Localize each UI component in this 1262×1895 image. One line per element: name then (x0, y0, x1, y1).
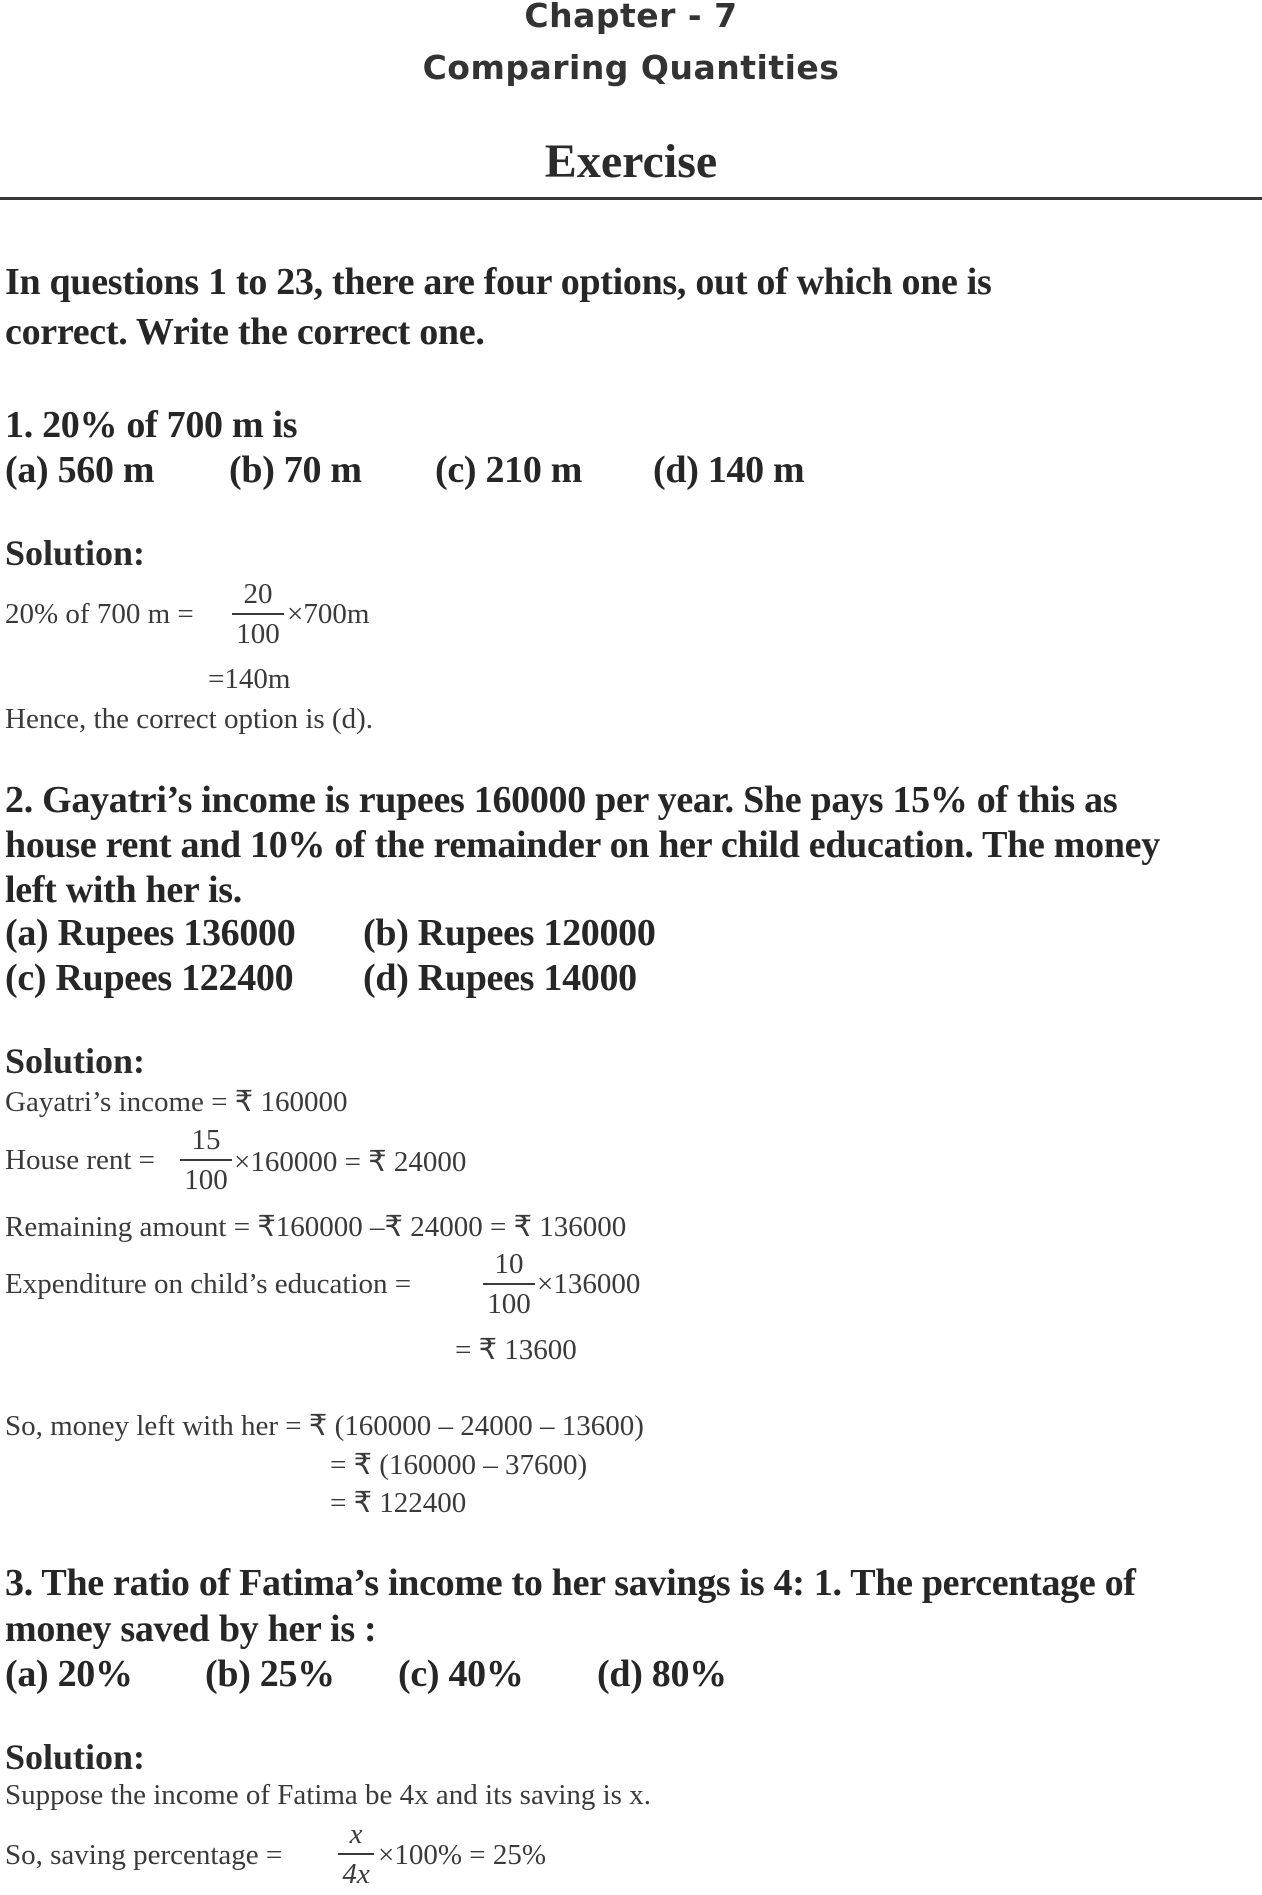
rent-fraction (180, 1126, 232, 1195)
instruction-line-2: correct. Write the correct one. (5, 311, 485, 353)
rent-lhs: House rent = (5, 1144, 156, 1176)
fraction (232, 580, 284, 649)
question-text-line-2: house rent and 10% of the remainder on her child education. The money (5, 824, 1160, 866)
option-c: (c) Rupees 122400 (5, 957, 294, 999)
instruction-line-1: In questions 1 to 23, there are four options, out of which one is (5, 261, 992, 303)
denominator: 100 (236, 618, 280, 650)
option-a: (a) 20% (5, 1653, 133, 1695)
option-d: (d) Rupees 14000 (363, 957, 637, 999)
chapter-title: Comparing Quantities (422, 48, 840, 87)
education-rhs: ×136000 (537, 1268, 641, 1300)
suppose-line: Suppose the income of Fatima be 4x and its saving is x. (5, 1779, 651, 1811)
percentage-fraction (338, 1820, 374, 1889)
solution-label: Solution: (5, 1041, 146, 1081)
option-d: (d) 140 m (653, 449, 805, 491)
solution-label: Solution: (5, 1737, 146, 1777)
income-line: Gayatri’s income = ₹ 160000 (5, 1086, 348, 1118)
chapter-number: Chapter - 7 (524, 0, 738, 35)
option-c: (c) 210 m (435, 449, 583, 491)
section-title: Exercise (544, 135, 718, 188)
percentage-rhs: ×100% = 25% (378, 1839, 547, 1871)
header-divider (0, 197, 1262, 200)
education-fraction (483, 1250, 535, 1319)
question-text: 1. 20% of 700 m is (5, 404, 298, 446)
fraction-bar (232, 613, 284, 615)
numerator: 20 (243, 578, 273, 610)
numerator: 10 (494, 1248, 524, 1280)
rent-rhs: ×160000 = ₹ 24000 (234, 1146, 467, 1178)
numerator: x (349, 1818, 363, 1850)
fraction-bar (338, 1853, 374, 1855)
question-text-line-1: 2. Gayatri’s income is rupees 160000 per year. She pays 15% of this as (5, 779, 1118, 821)
denominator: 100 (184, 1164, 228, 1196)
denominator: 100 (487, 1288, 531, 1320)
numerator: 15 (191, 1124, 221, 1156)
money-left-line-2: = ₹ (160000 – 37600) (330, 1449, 588, 1481)
question-text-line-1: 3. The ratio of Fatima’s income to her savings is 4: 1. The percentage of (5, 1562, 1136, 1604)
option-b: (b) Rupees 120000 (363, 912, 656, 954)
option-d: (d) 80% (597, 1653, 727, 1695)
equation-rhs: ×700m (287, 598, 370, 630)
fraction-bar (180, 1159, 232, 1161)
remaining-line: Remaining amount = ₹160000 –₹ 24000 = ₹ 136000 (5, 1211, 627, 1243)
solution-label: Solution: (5, 533, 146, 573)
fraction-bar (483, 1283, 535, 1285)
education-result: = ₹ 13600 (455, 1334, 577, 1366)
equation-lhs: 20% of 700 m = (5, 598, 194, 630)
option-a: (a) 560 m (5, 449, 155, 491)
conclusion: Hence, the correct option is (d). (5, 703, 373, 735)
option-a: (a) Rupees 136000 (5, 912, 296, 954)
equation-step: =140m (208, 663, 291, 695)
question-text-line-2: money saved by her is : (5, 1608, 377, 1650)
option-b: (b) 25% (205, 1653, 335, 1695)
money-left-line-3: = ₹ 122400 (330, 1487, 467, 1519)
money-left-line-1: So, money left with her = ₹ (160000 – 24000 – 13600) (5, 1410, 644, 1442)
denominator: 4x (342, 1858, 370, 1890)
education-lhs: Expenditure on child’s education = (5, 1268, 412, 1300)
option-c: (c) 40% (398, 1653, 524, 1695)
percentage-lhs: So, saving percentage = (5, 1839, 283, 1871)
question-text-line-3: left with her is. (5, 869, 242, 911)
option-b: (b) 70 m (229, 449, 362, 491)
